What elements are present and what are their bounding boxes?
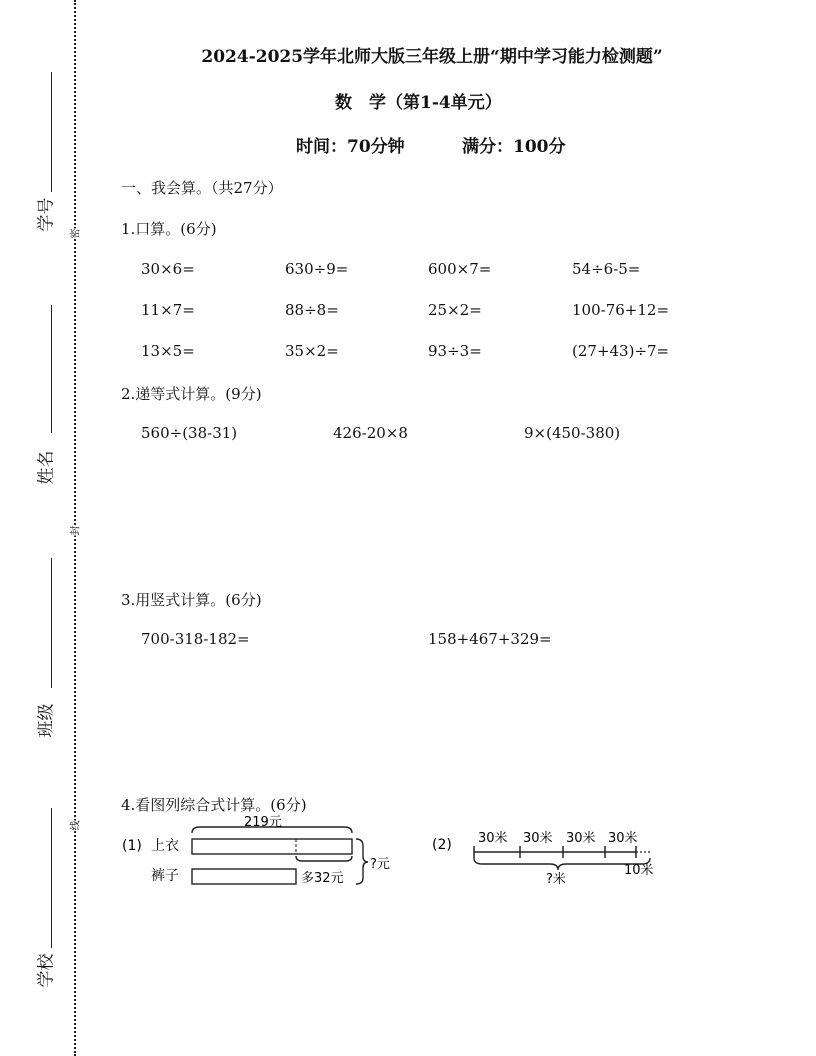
page-title: 2024-2025学年北师大版三年级上册“期中学习能力检测题” xyxy=(201,47,663,67)
mental-math-item: 54÷6-5= xyxy=(572,260,641,278)
mental-math-item: 11×7= xyxy=(141,301,195,319)
student-id-blank-line xyxy=(51,72,52,192)
name-label: 姓名 xyxy=(36,450,57,485)
question-3-title: 3.用竖式计算。(6分) xyxy=(121,591,262,609)
figure-1-line-diagram xyxy=(118,812,408,890)
figure-1-number: (1) xyxy=(122,838,142,854)
step-calc-item: 426-20×8 xyxy=(333,424,408,442)
figure-2-segment-label: 30米 xyxy=(523,831,553,846)
figure-1-row2-label: 裤子 xyxy=(151,868,179,884)
mental-math-item: 630÷9= xyxy=(285,260,349,278)
mental-math-item: 13×5= xyxy=(141,342,195,360)
figure-2-question-label: ?米 xyxy=(546,872,566,887)
subject-line: 数 学（第1-4单元） xyxy=(335,93,502,113)
figure-1-row1-label: 上衣 xyxy=(151,838,179,854)
full-score: 满分：100分 xyxy=(462,137,566,157)
question-2-title: 2.递等式计算。(9分) xyxy=(121,385,262,403)
step-calc-item: 9×(450-380) xyxy=(524,424,621,442)
mental-math-item: 600×7= xyxy=(428,260,492,278)
mental-math-item: 25×2= xyxy=(428,301,482,319)
figure-2-number: (2) xyxy=(432,837,452,853)
mental-math-item: 93÷3= xyxy=(428,342,482,360)
seal-text-feng: 封 xyxy=(67,526,82,536)
seal-text-mi: 密 xyxy=(67,229,82,239)
mental-math-item: 35×2= xyxy=(285,342,339,360)
exam-time: 时间：70分钟 xyxy=(296,137,405,157)
class-label: 班级 xyxy=(36,703,57,738)
school-label: 学校 xyxy=(36,953,57,988)
mental-math-item: (27+43)÷7= xyxy=(572,342,670,360)
step-calc-item: 560÷(38-31) xyxy=(141,424,238,442)
section-heading: 一、我会算。（共27分） xyxy=(121,179,283,197)
question-4-title: 4.看图列综合式计算。(6分) xyxy=(121,796,307,814)
figure-1-total-label: 219元 xyxy=(244,815,282,830)
mental-math-item: 88÷8= xyxy=(285,301,339,319)
seal-text-xian: 线 xyxy=(67,821,82,831)
figure-1-right-brace xyxy=(356,839,368,884)
figure-1-pants-bar xyxy=(192,869,296,884)
student-id-label: 学号 xyxy=(36,197,57,232)
figure-2-segment-label: 30米 xyxy=(478,831,508,846)
figure-2-segment-label: 30米 xyxy=(566,831,596,846)
figure-2-segment-label: 30米 xyxy=(608,831,638,846)
mental-math-item: 100-76+12= xyxy=(572,301,670,319)
mental-math-item: 30×6= xyxy=(141,260,195,278)
figure-1-more-brace xyxy=(296,856,352,861)
school-blank-line xyxy=(51,808,52,948)
figure-1-question-label: ?元 xyxy=(370,857,390,872)
figure-1-more-label: 多32元 xyxy=(301,871,344,886)
name-blank-line xyxy=(51,305,52,433)
vertical-calc-item: 700-318-182= xyxy=(141,630,250,648)
class-blank-line xyxy=(51,558,52,688)
figure-1-shirt-bar xyxy=(192,839,352,854)
question-1-title: 1.口算。(6分) xyxy=(121,220,217,238)
figure-2-line-diagram xyxy=(428,822,668,888)
figure-2-extra-label: 10米 xyxy=(624,863,654,878)
vertical-calc-item: 158+467+329= xyxy=(428,630,552,648)
